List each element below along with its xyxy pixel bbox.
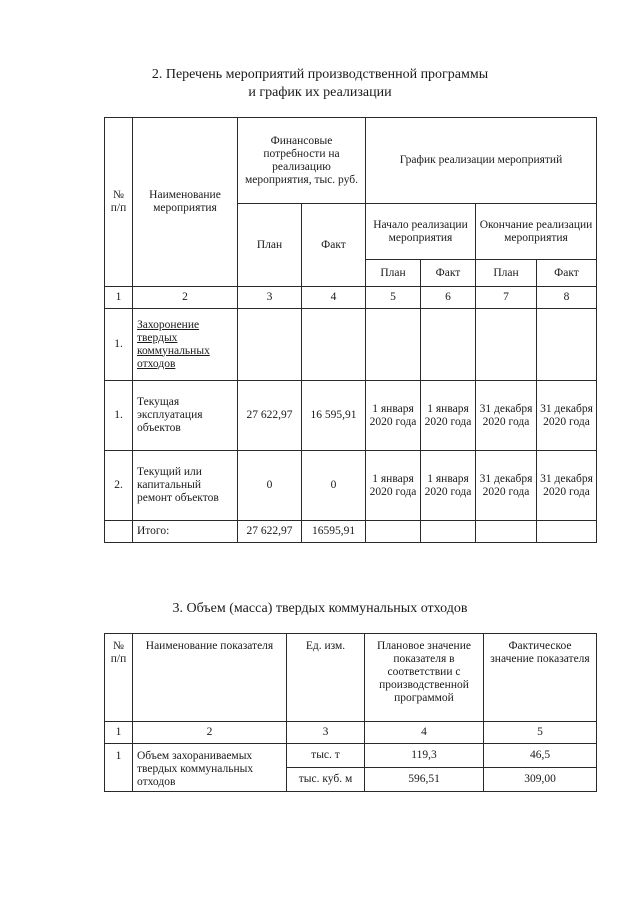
header-schedule: График реализации мероприятий [366, 118, 597, 204]
header-end-fact: Факт [537, 260, 597, 287]
row-fact: 0 [302, 451, 366, 521]
empty-cell [421, 309, 476, 381]
col-number: 2 [133, 287, 238, 309]
col-number: 3 [287, 722, 365, 744]
row-start-plan: 1 января 2020 года [366, 451, 421, 521]
header-num: № п/п [105, 118, 133, 287]
row-end-plan: 31 декабря 2020 года [476, 451, 537, 521]
empty-cell [302, 309, 366, 381]
header-planned: Плановое значение показателя в соответствии с производственной программой [365, 634, 484, 722]
row-actual-1: 46,5 [484, 744, 597, 768]
header-finance: Финансовые потребности на реализацию мероприятия, тыс. руб. [238, 118, 366, 204]
header-unit: Ед. изм. [287, 634, 365, 722]
header-end-plan: План [476, 260, 537, 287]
section3-title: 3. Объем (масса) твердых коммунальных отходов [172, 601, 468, 616]
total-row [105, 521, 597, 543]
col-number: 2 [133, 722, 287, 744]
empty-cell [537, 521, 597, 543]
row-name: Текущая эксплуатация объектов [133, 381, 238, 451]
group-row [105, 309, 597, 381]
col-number: 4 [365, 722, 484, 744]
total-fact: 16595,91 [302, 521, 366, 543]
header-end: Окончание реализации мероприятия [476, 204, 597, 260]
row-start-fact: 1 января 2020 года [421, 451, 476, 521]
table-row [105, 744, 597, 768]
group-name [133, 309, 238, 381]
row-num: 1. [105, 381, 133, 451]
column-numbers-row [105, 722, 597, 744]
empty-cell [537, 309, 597, 381]
col-number: 5 [484, 722, 597, 744]
col-number: 1 [105, 722, 133, 744]
row-name: Текущий или капитальный ремонт объектов [133, 451, 238, 521]
row-start-fact: 1 января 2020 года [421, 381, 476, 451]
row-num: 2. [105, 451, 133, 521]
row-fact: 16 595,91 [302, 381, 366, 451]
group-num: 1. [105, 309, 133, 381]
table-row [105, 381, 597, 451]
col-number: 3 [238, 287, 302, 309]
group-name-text: Захоронение твердых коммунальных отходов [137, 318, 210, 370]
header-name: Наименование мероприятия [133, 118, 238, 287]
empty-cell [366, 309, 421, 381]
total-plan: 27 622,97 [238, 521, 302, 543]
row-plan: 27 622,97 [238, 381, 302, 451]
header-start: Начало реализации мероприятия [366, 204, 476, 260]
col-number: 4 [302, 287, 366, 309]
row-planned-2: 596,51 [365, 768, 484, 792]
header-name: Наименование показателя [133, 634, 287, 722]
col-number: 7 [476, 287, 537, 309]
header-actual: Фактическое значение показателя [484, 634, 597, 722]
row-name: Объем захораниваемых твердых коммунальных отходов [133, 744, 287, 792]
row-num: 1 [105, 744, 133, 792]
col-number: 5 [366, 287, 421, 309]
empty-cell [238, 309, 302, 381]
empty-cell [476, 309, 537, 381]
empty-cell [366, 521, 421, 543]
row-unit-1: тыс. т [287, 744, 365, 768]
row-end-fact: 31 декабря 2020 года [537, 381, 597, 451]
row-plan: 0 [238, 451, 302, 521]
section2-title-line1: 2. Перечень мероприятий производственной программы [151, 67, 489, 82]
section2-title-line2: и график их реализации [248, 85, 392, 100]
empty-cell [476, 521, 537, 543]
row-end-plan: 31 декабря 2020 года [476, 381, 537, 451]
row-unit-2: тыс. куб. м [287, 768, 365, 792]
header-finance-fact: Факт [302, 204, 366, 287]
col-number: 8 [537, 287, 597, 309]
header-start-plan: План [366, 260, 421, 287]
row-actual-2: 309,00 [484, 768, 597, 792]
column-numbers-row [105, 287, 597, 309]
col-number: 6 [421, 287, 476, 309]
row-start-plan: 1 января 2020 года [366, 381, 421, 451]
table-row [105, 451, 597, 521]
row-planned-1: 119,3 [365, 744, 484, 768]
row-end-fact: 31 декабря 2020 года [537, 451, 597, 521]
total-label: Итого: [133, 521, 238, 543]
header-start-fact: Факт [421, 260, 476, 287]
activities-table [104, 117, 597, 543]
empty-cell [105, 521, 133, 543]
waste-volume-table [104, 633, 597, 792]
header-finance-plan: План [238, 204, 302, 287]
empty-cell [421, 521, 476, 543]
header-num: № п/п [105, 634, 133, 722]
col-number: 1 [105, 287, 133, 309]
